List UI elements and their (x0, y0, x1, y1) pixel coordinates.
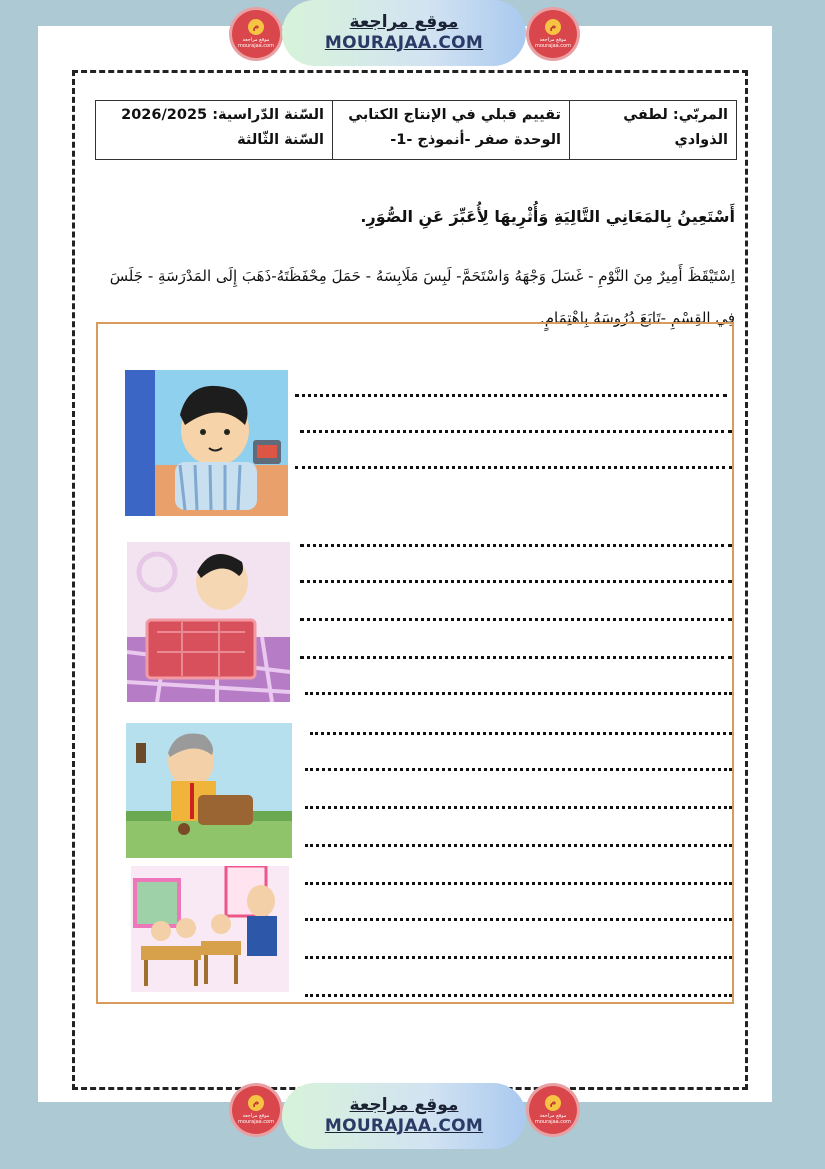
writing-line[interactable] (300, 618, 732, 621)
logo-text: موقع مراجعة (539, 37, 567, 43)
writing-line[interactable] (295, 394, 727, 397)
writing-line[interactable] (305, 994, 732, 997)
logo-url: mourajaa.com (534, 1119, 571, 1125)
writing-line[interactable] (305, 806, 732, 809)
year-cell (96, 101, 333, 160)
picture-classroom (131, 866, 289, 992)
logo-icon: م (248, 19, 264, 35)
site-logo-right-bottom (529, 1086, 577, 1134)
logo-text: موقع مراجعة (539, 1113, 567, 1119)
header-table (95, 100, 737, 160)
logo-icon: م (545, 19, 561, 35)
school-year: السّنة الدّراسية: 2026/2025 (121, 107, 324, 123)
logo-url: mourajaa.com (534, 43, 571, 49)
title-cell (333, 101, 570, 160)
logo-text: موقع مراجعة (242, 37, 270, 43)
writing-line[interactable] (305, 768, 732, 771)
site-banner-top[interactable] (282, 0, 526, 66)
banner-arabic: موقع مراجعة (349, 12, 459, 32)
logo-url: mourajaa.com (237, 1119, 274, 1125)
banner-arabic: موقع مراجعة (349, 1095, 459, 1115)
writing-line[interactable] (305, 882, 732, 885)
grade-level: السّنة الثّالثة (237, 132, 324, 148)
assessment-title: تقييم قبلي في الإنتاج الكتابي (348, 107, 561, 123)
writing-line[interactable] (300, 430, 732, 433)
writing-line[interactable] (300, 544, 732, 547)
site-logo-left (232, 10, 280, 58)
logo-text: موقع مراجعة (242, 1113, 270, 1119)
picture-waking-up (125, 370, 288, 516)
teacher-cell (570, 101, 737, 160)
teacher-name: المربّي: لطفي الذوادي (623, 107, 728, 148)
unit-title: الوحدة صفر -أنموذج -1- (390, 132, 561, 148)
writing-line[interactable] (295, 466, 732, 469)
site-banner-bottom[interactable] (282, 1083, 526, 1149)
writing-line[interactable] (310, 732, 732, 735)
writing-line[interactable] (305, 844, 732, 847)
instruction-text: أَسْتَعِينُ بِالمَعَانِي التَّالِيَةِ وَأُثْرِيهَا لِأُعَبِّرَ عَنِ الصُّوَرِ. (360, 207, 735, 226)
word-bank: اِسْتَيْقَظَ أَمِيرٌ مِنَ النَّوْمِ - غَسَلَ وَجْهَهُ وَاسْتَحَمَّ- لَبِسَ مَلَابِسَهُ - حَمَلَ مِحْفَظَتَهُ-ذَهَبَ إِلَى المَدْرَسَةِ - جَلَسَ فِي القِسْمِ -تَابَعَ دُرُوسَهُ بِاهْتِمَامٍ. (109, 267, 735, 327)
writing-line[interactable] (305, 956, 732, 959)
banner-domain: MOURAJAA.COM (324, 33, 484, 53)
site-logo-right (529, 10, 577, 58)
banner-domain: MOURAJAA.COM (324, 1116, 484, 1136)
site-logo-left-bottom (232, 1086, 280, 1134)
logo-url: mourajaa.com (237, 43, 274, 49)
writing-line[interactable] (305, 692, 732, 695)
writing-line[interactable] (305, 918, 732, 921)
writing-line[interactable] (300, 580, 732, 583)
logo-icon: م (545, 1095, 561, 1111)
writing-line[interactable] (300, 656, 732, 659)
picture-school-bag (126, 723, 292, 858)
picture-washing (127, 542, 290, 702)
logo-icon: م (248, 1095, 264, 1111)
